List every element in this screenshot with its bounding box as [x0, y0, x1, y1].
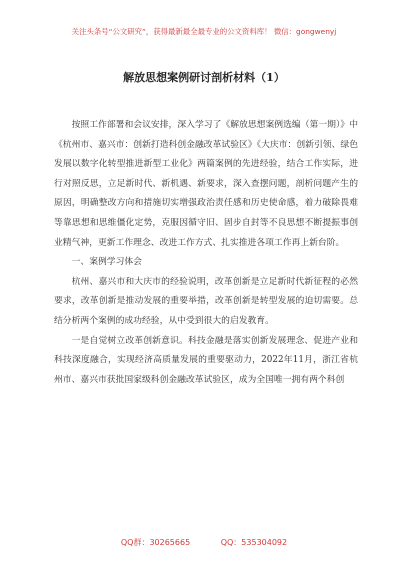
- header-banner: 关注头条号“公文研究”，获得最新最全最专业的公文资料库！ 微信：gongwenyj: [71, 27, 337, 36]
- document-body: [54, 116, 358, 390]
- document-title: 解放思想案例研讨剖析材料（1）: [123, 71, 285, 84]
- section-heading: 一、案例学习体会: [71, 257, 142, 268]
- section-paragraph: 一是自觉树立改革创新意识。科技金融是落实创新发展理念、促进产业和科技深度融合，实现经济高质量发展的重要驱动力，2022年11月，浙江省杭州市、嘉兴市获批国家级科创金融改革试验区，成为全国唯一拥有两个科创: [54, 335, 358, 385]
- section-paragraph: 杭州、嘉兴市和大庆市的经验说明，改革创新是立足新时代新征程的必然要求，改革创新是推动发展的重要举措，改革创新是转型发展的迫切需要。总结分析两个案例的成功经验，从中受到很大的启发教育。: [54, 276, 358, 326]
- footer-contact: QQ群：30265665 QQ：535304092: [120, 538, 288, 547]
- intro-paragraph: 按照工作部署和会议安排，深入学习了《解放思想案例选编（第一期）》中《杭州市、嘉兴市：创新打造科创金融改革试验区》《大庆市：创新引领、绿色发展以数字化转型推进新型工业化》两篇案例的先进经验，结合工作实际，进行对照反思，立足新时代、新机遇、新要求，深入查摆问题，剖析问题产生的原因，明确整改方向和措施切实增强政治责任感和历史使命感，着力破除畏难等靠思想和思维僵化定势，克服因循守旧、固步自封等不良思想不断提振事创业精气神，更新工作理念、改进工作方式、扎实推进各项工作再上新台阶。: [54, 120, 358, 248]
